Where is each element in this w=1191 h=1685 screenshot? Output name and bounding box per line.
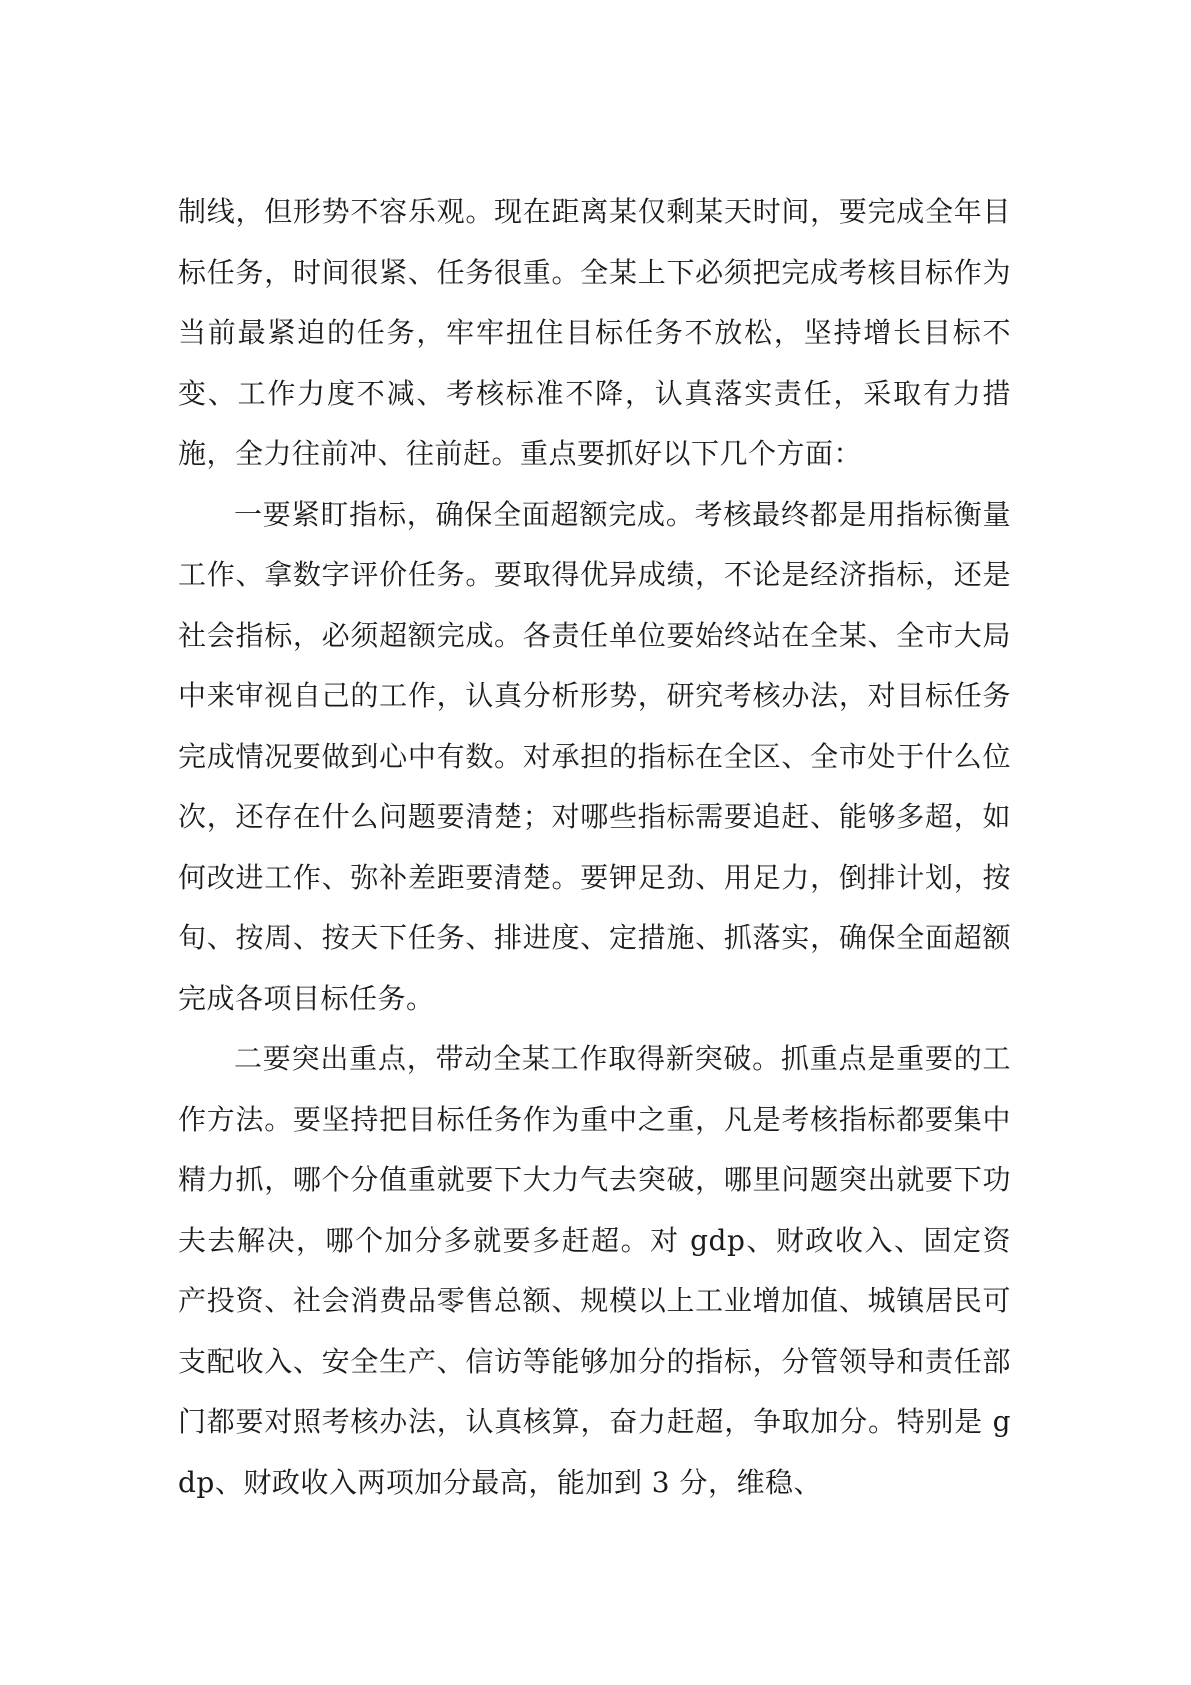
- paragraph-key-points: 二要突出重点，带动全某工作取得新突破。抓重点是重要的工作方法。要坚持把目标任务作为重中之重，凡是考核指标都要集中精力抓，哪个分值重就要下大力气去突破，哪里问题突出就要下功夫去解决，哪个加分多就要多赶超。对 gdp、财政收入、固定资产投资、社会消费品零售总额、规模以上工业增加值、城镇居民可支配收入、安全生产、信访等能够加分的指标，分管领导和责任部门都要对照考核办法，认真核算，奋力赶超，争取加分。特别是 gdp、财政收入两项加分最高，能加到 3 分，维稳、: [178, 1042, 1011, 1499]
- paragraph-continuation: 制线，但形势不容乐观。现在距离某仅剩某天时间，要完成全年目标任务，时间很紧、任务很重。全某上下必须把完成考核目标作为当前最紧迫的任务，牢牢扭住目标任务不放松，坚持增长目标不变、工作力度不减、考核标准不降，认真落实责任，采取有力措施，全力往前冲、往前赶。重点要抓好以下几个方面：: [178, 195, 1011, 470]
- paragraph-indicators: 一要紧盯指标，确保全面超额完成。考核最终都是用指标衡量工作、拿数字评价任务。要取得优异成绩，不论是经济指标，还是社会指标，必须超额完成。各责任单位要始终站在全某、全市大局中来审视自己的工作，认真分析形势，研究考核办法，对目标任务完成情况要做到心中有数。对承担的指标在全区、全市处于什么位次，还存在什么问题要清楚；对哪些指标需要追赶、能够多超，如何改进工作、弥补差距要清楚。要钾足劲、用足力，倒排计划，按旬、按周、按天下任务、排进度、定措施、抓落实，确保全面超额完成各项目标任务。: [178, 497, 1011, 1015]
- document-body: [178, 182, 1011, 1513]
